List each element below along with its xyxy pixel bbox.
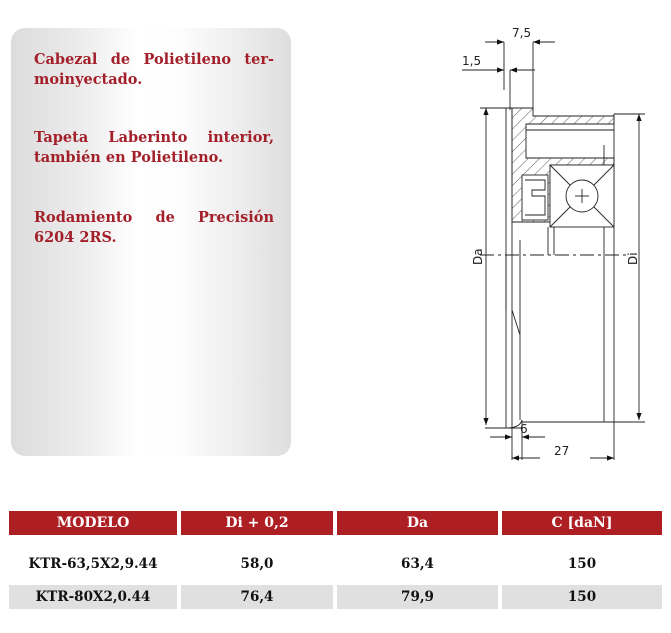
header-di: Di + 0,2: [181, 511, 333, 535]
dim-shell-thickness: 1,5: [462, 54, 482, 68]
specs-table: [9, 511, 662, 609]
cell-di: 76,4: [181, 585, 333, 609]
cell-model: KTR-80X2,0.44: [9, 585, 177, 609]
table-header: [9, 511, 662, 535]
feature-labyrinth-cap: Tapeta Laberinto interior, también en Polietileno.: [34, 129, 274, 166]
feature-precision-bearing: Rodamiento de Precisión 6204 2RS.: [34, 209, 274, 246]
cell-model: KTR-63,5X2,9.44: [28, 556, 158, 572]
dim-inner-diameter: Di: [626, 252, 640, 265]
cell-load: 150: [567, 556, 597, 572]
header-da: Da: [337, 511, 498, 535]
table-row: [9, 585, 662, 609]
cell-da: 63,4: [401, 556, 434, 572]
technical-drawing: [440, 20, 665, 465]
dim-outer-diameter: Da: [471, 248, 485, 265]
features-card: [11, 28, 291, 456]
cell-di: 58,0: [240, 556, 274, 572]
feature-polyethylene-head: Cabezal de Polietileno ter-moinyectado.: [34, 51, 274, 88]
header-load: C [daN]: [502, 511, 662, 535]
dim-total-width: 27: [554, 444, 570, 458]
dim-top-width: 7,5: [512, 26, 532, 40]
table-row: [9, 551, 662, 577]
header-modelo: MODELO: [9, 511, 177, 535]
cell-da: 79,9: [337, 585, 498, 609]
dim-bottom-offset: 6: [520, 422, 528, 436]
cell-load: 150: [502, 585, 662, 609]
